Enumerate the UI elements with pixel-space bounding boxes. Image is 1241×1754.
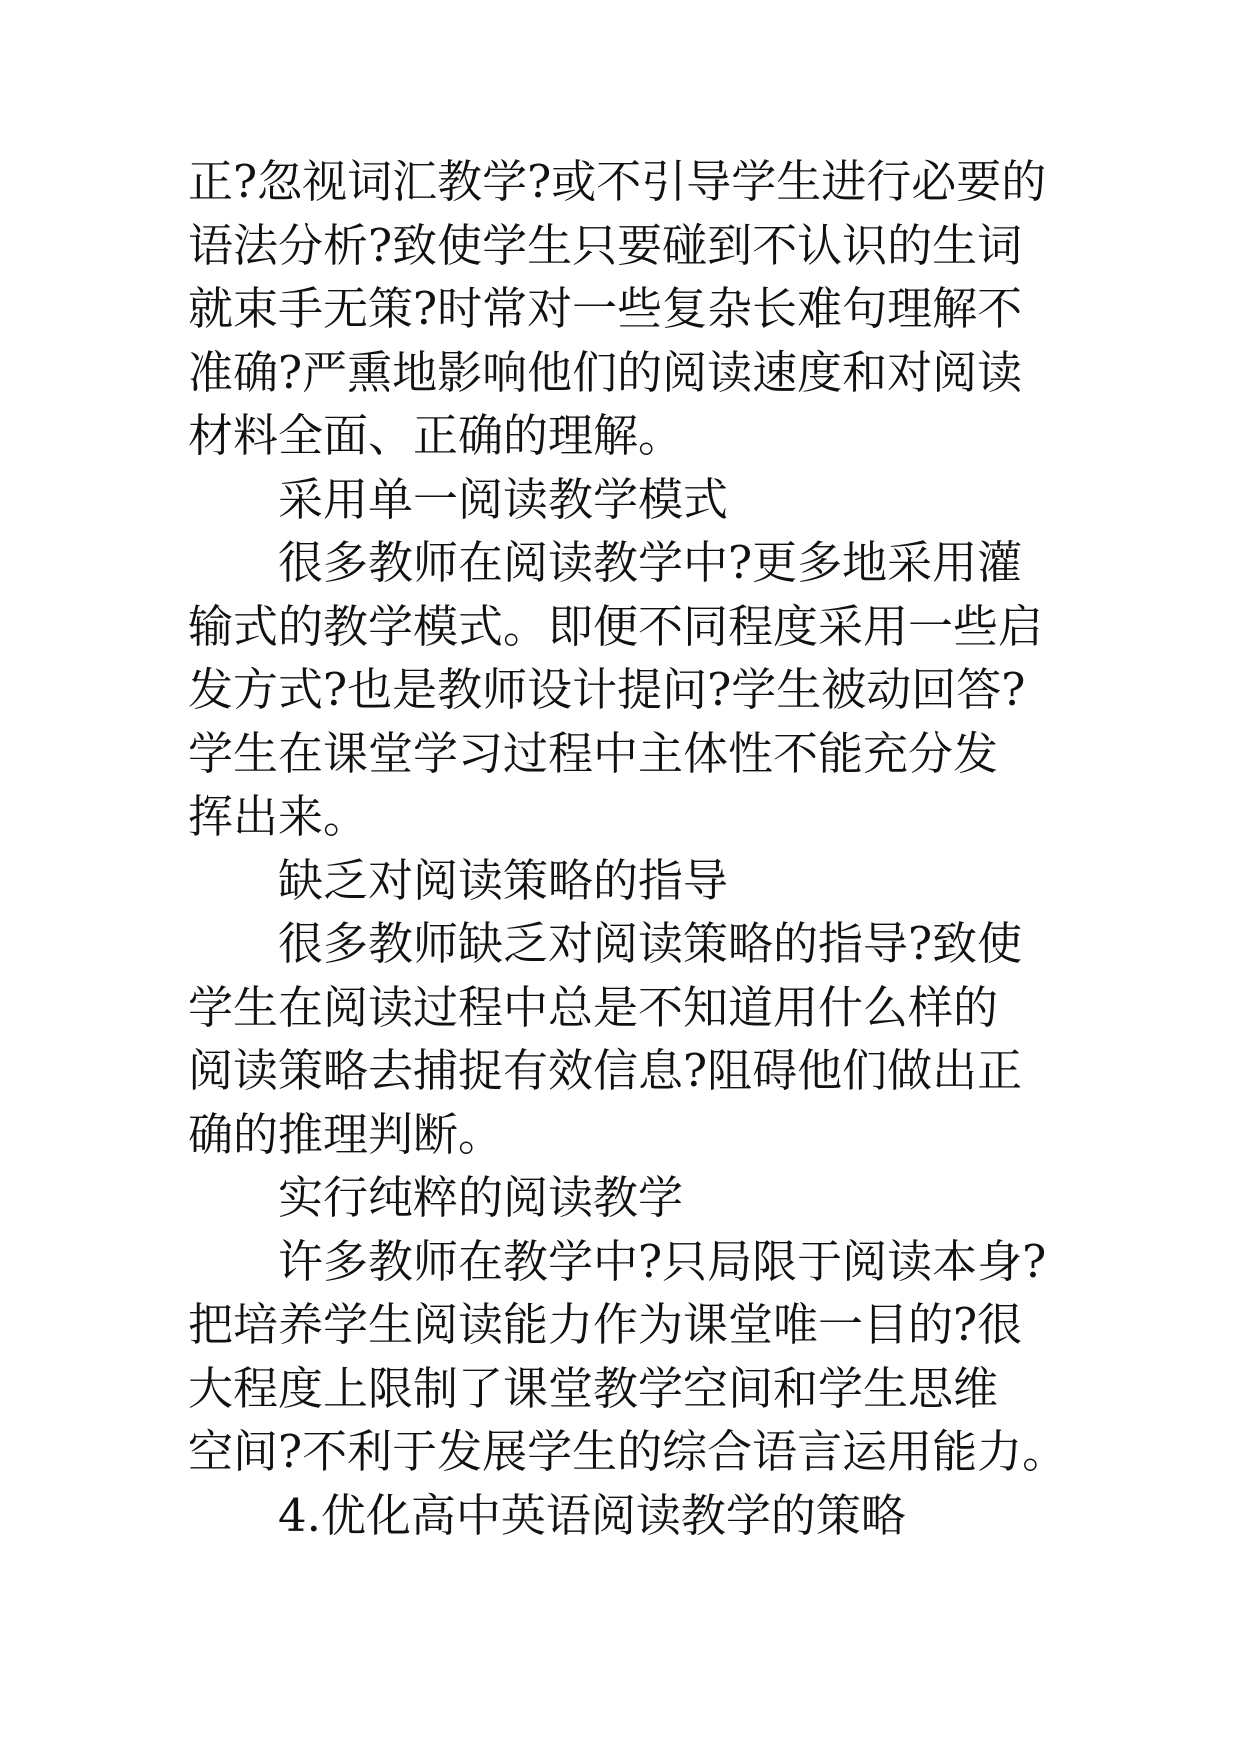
paragraph-line-indented: 许多教师在教学中?只局限于阅读本身?	[278, 1234, 1047, 1288]
paragraph-line: 就束手无策?时常对一些复杂长难句理解不	[188, 282, 1023, 335]
paragraph-line: 挥出来。	[188, 790, 369, 843]
paragraph-line: 输式的教学模式。即便不同程度采用一些启	[188, 599, 1044, 653]
paragraph-line-indented: 采用单一阅读教学模式	[278, 472, 729, 526]
paragraph-line: 正?忽视词汇教学?或不引导学生进行必要的	[188, 155, 1047, 208]
paragraph-line-indented: 缺乏对阅读策略的指导	[278, 853, 729, 907]
paragraph-line: 把培养学生阅读能力作为课堂唯一目的?很	[188, 1298, 1023, 1351]
paragraph-line: 确的推理判断。	[188, 1107, 504, 1161]
paragraph-line-indented: 很多教师在阅读教学中?更多地采用灌	[278, 536, 1023, 589]
paragraph-line: 学生在阅读过程中总是不知道用什么样的	[188, 980, 999, 1034]
paragraph-line-indented: 实行纯粹的阅读教学	[278, 1171, 684, 1224]
paragraph-line: 语法分析?致使学生只要碰到不认识的生词	[188, 218, 1023, 272]
paragraph-line: 发方式?也是教师设计提问?学生被动回答?	[188, 663, 1026, 716]
paragraph-line: 大程度上限制了课堂教学空间和学生思维	[188, 1361, 999, 1415]
paragraph-line: 阅读策略去捕捉有效信息?阻碍他们做出正	[188, 1044, 1023, 1097]
paragraph-line: 学生在课堂学习过程中主体性不能充分发	[188, 726, 999, 780]
document-body	[188, 150, 1088, 1547]
paragraph-line: 空间?不利于发展学生的综合语言运用能力。	[188, 1425, 1068, 1478]
paragraph-line: 准确?严熏地影响他们的阅读速度和对阅读	[188, 345, 1023, 399]
paragraph-line-indented: 很多教师缺乏对阅读策略的指导?致使	[278, 917, 1023, 970]
paragraph-line: 材料全面、正确的理解。	[188, 409, 684, 462]
paragraph-line-indented: 4.优化高中英语阅读教学的策略	[278, 1488, 906, 1542]
